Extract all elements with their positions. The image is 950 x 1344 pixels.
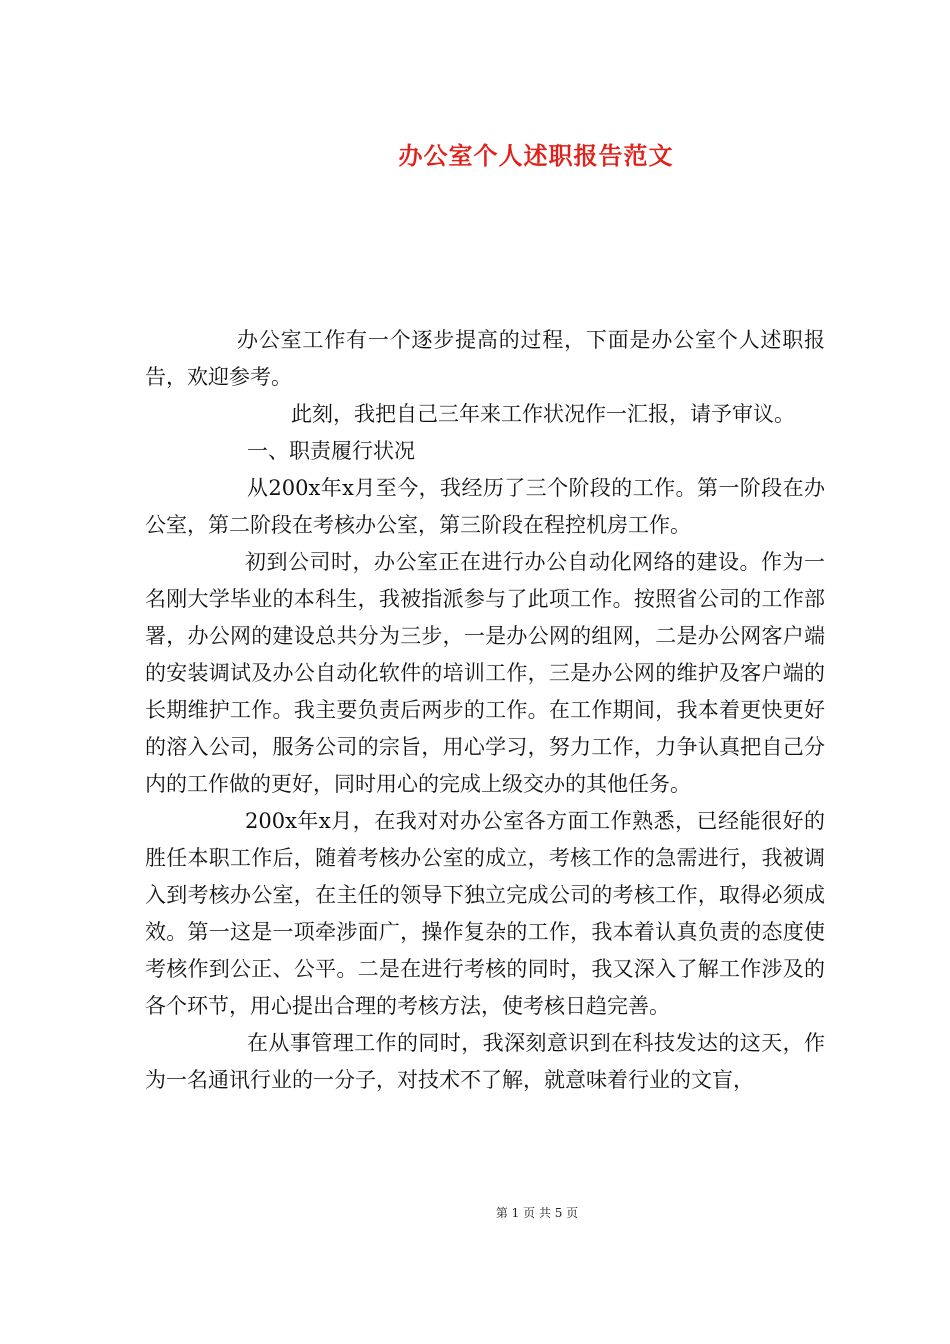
paragraph-technology: 在从事管理工作的同时，我深刻意识到在科技发达的这天，作为一名通讯行业的一分子，对技术不了解，就意味着行业的文盲， [145,1031,825,1092]
paragraph-assessment-office: 200x年x月，在我对对办公室各方面工作熟悉，已经能很好的胜任本职工作后，随着考核办公室的成立，考核工作的急需进行，我被调入到考核办公室，在主任的领导下独立完成公司的考核工作，取得必须成效。第一这是一项牵涉面广，操作复杂的工作，我本着认真负责的态度使考核作到公正、公平。二是在进行考核的同时，我又深入了解工作涉及的各个环节，用心提出合理的考核方法，使考核日趋完善。 [145,809,825,1018]
page-number-footer: 第 1 页 共 5 页 [495,1206,579,1220]
document-title: 办公室个人述职报告范文 [398,141,674,170]
section-heading-duties: 一、职责履行状况 [247,439,415,463]
paragraph-office-automation: 初到公司时，办公室正在进行办公自动化网络的建设。作为一名刚大学毕业的本科生，我被指派参与了此项工作。按照省公司的工作部署，办公网的建设总共分为三步，一是办公网的组网，二是办公网客户端的安装调试及办公自动化软件的培训工作，三是办公网的维护及客户端的长期维护工作。我主要负责后两步的工作。在工作期间，我本着更快更好的溶入公司，服务公司的宗旨，用心学习，努力工作，力争认真把自己分内的工作做的更好，同时用心的完成上级交办的其他任务。 [145,550,825,796]
paragraph-three-stages: 从200x年x月至今，我经历了三个阶段的工作。第一阶段在办公室，第二阶段在考核办公室，第三阶段在程控机房工作。 [145,476,825,537]
document-body [145,322,825,1099]
paragraph-report-statement: 此刻，我把自己三年来工作状况作一汇报，请予审议。 [291,402,795,426]
paragraph-intro: 办公室工作有一个逐步提高的过程，下面是办公室个人述职报告，欢迎参考。 [145,328,825,389]
